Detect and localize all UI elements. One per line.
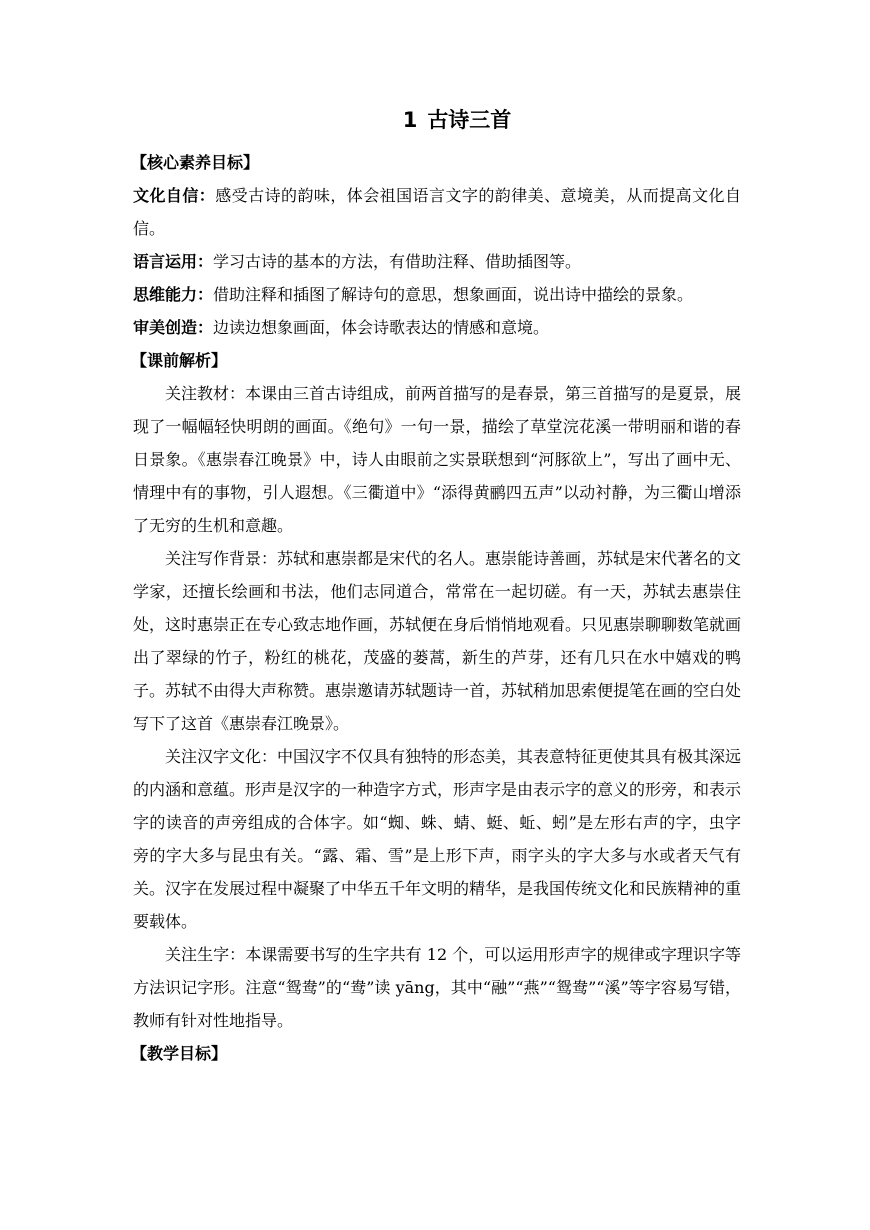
paragraph-new-characters: 关注生字：本课需要书写的生字共有 12 个，可以运用形声字的规律或字理识字等方法识记字形。注意“鸳鸯”的“鸯”读 yāng，其中“融”“燕”“鸳鸯”“溪”等字容易写错，教师有针对性地指导。	[133, 945, 741, 1030]
section-heading-core-goals: 【核心素养目标】	[131, 153, 260, 172]
paragraph-character-culture: 关注汉字文化：中国汉字不仅具有独特的形态美，其表意特征更使其具有极其深远的内涵和意蕴。形声是汉字的一种造字方式，形声字是由表示字的意义的形旁，和表示字的读音的声旁组成的合体字。如“蜘、蛛、蜻、蜓、蚯、蚓”是左形右声的字，虫字旁的字大多与昆虫有关。“露、霜、雪”是上形下声，雨字头的字大多与水或者天气有关。汉字在发展过程中凝聚了中华五千年文明的精华，是我国传统文化和民族精神的重要载体。	[133, 747, 742, 931]
section-heading-teaching-goals: 【教学目标】	[131, 1044, 228, 1063]
goal-colon: ：	[197, 252, 214, 271]
section-heading-pre-analysis: 【课前解析】	[131, 351, 228, 370]
paragraph-background: 关注写作背景：苏轼和惠崇都是宋代的名人。惠崇能诗善画，苏轼是宋代著名的文学家，还擅长绘画和书法，他们志同道合，常常在一起切磋。有一天，苏轼去惠崇住处，这时惠崇正在专心致志地作画，苏轼便在身后悄悄地观看。只见惠崇聊聊数笔就画出了翠绿的竹子，粉红的桃花，茂盛的蒌蒿，新生的芦芽，还有几只在水中嬉戏的鸭子。苏轼不由得大声称赞。惠崇邀请苏轼题诗一首，苏轼稍加思索便提笔在画的空白处写下了这首《惠崇春江晚景》。	[133, 549, 742, 733]
title-number: 1	[402, 108, 418, 132]
goal-text: 学习古诗的基本的方法，有借助注释、借助插图等。	[213, 252, 582, 271]
goal-label: 思维能力	[133, 285, 198, 304]
goal-text: 借助注释和插图了解诗句的意思，想象画面，说出诗中描绘的景象。	[213, 285, 694, 304]
goal-colon: ：	[197, 285, 214, 304]
page-title	[133, 102, 741, 138]
goal-colon: ：	[197, 318, 214, 337]
goal-text: 边读边想象画面，体会诗歌表达的情感和意境。	[213, 318, 550, 337]
goal-label: 审美创造	[133, 318, 198, 337]
goal-colon: ：	[198, 186, 216, 205]
goal-label: 语言运用	[133, 252, 198, 271]
title-text: 古诗三首	[427, 108, 512, 132]
document-page	[133, 102, 741, 1070]
goal-text: 感受古诗的韵味，体会祖国语言文字的韵律美、意境美，从而提高文化自信。	[133, 186, 741, 238]
paragraph-textbook: 关注教材：本课由三首古诗组成，前两首描写的是春景，第三首描写的是夏景，展现了一幅幅轻快明朗的画面。《绝句》一句一景，描绘了草堂浣花溪一带明丽和谐的春日景象。《惠崇春江晚景》中，诗人由眼前之实景联想到“河豚欲上”，写出了画中无、情理中有的事物，引人遐想。《三衢道中》“添得黄鹂四五声”以动衬静，为三衢山增添了无穷的生机和意趣。	[133, 384, 742, 535]
goal-item-language-use	[133, 245, 741, 278]
goal-item-aesthetic-creation	[133, 311, 741, 344]
goal-item-thinking-ability	[133, 278, 741, 311]
goal-label: 文化自信	[133, 186, 199, 205]
goal-item-cultural-confidence	[133, 179, 741, 245]
